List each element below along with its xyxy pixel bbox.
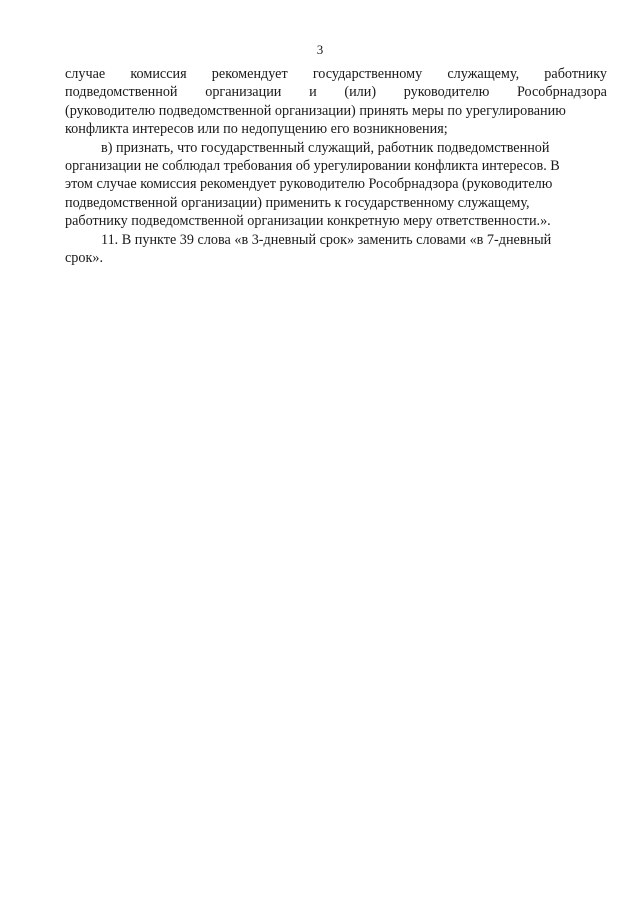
paragraph-item-11 xyxy=(65,231,607,268)
page-number: 3 xyxy=(316,42,324,57)
text-line: (руководителю подведомственной организации) принять меры по урегулированию xyxy=(65,102,566,119)
word: комиссия xyxy=(130,66,187,82)
text-line: организации не соблюдал требования об урегулировании конфликта интересов. В xyxy=(65,158,560,175)
word: и xyxy=(309,84,317,101)
word: служащему, xyxy=(447,66,520,82)
paragraph-item-v xyxy=(65,139,607,231)
word: организации xyxy=(205,84,282,101)
text-line xyxy=(65,83,607,101)
word: руководителю xyxy=(403,84,490,101)
word: Рособрнадзора xyxy=(517,84,607,101)
paragraph-recommendation xyxy=(65,65,607,139)
text-line: этом случае комиссия рекомендует руководителю Рособрнадзора (руководителю xyxy=(65,176,553,193)
text-line: работнику подведомственной организации конкретную меру ответственности.». xyxy=(65,213,551,230)
document-body xyxy=(65,65,607,267)
word: подведомственной xyxy=(65,84,178,101)
text-line: подведомственной организации) применить к государственному служащему, xyxy=(65,194,530,211)
text-line xyxy=(65,65,607,83)
word: государственному xyxy=(312,66,423,82)
word: работнику xyxy=(544,66,607,82)
text-line: срок». xyxy=(65,250,104,267)
word: случае xyxy=(65,66,106,82)
text-line: в) признать, что государственный служащий, работник подведомственной xyxy=(101,139,550,156)
text-line: конфликта интересов или по недопущению его возникновения; xyxy=(65,121,448,138)
word: (или) xyxy=(344,84,377,101)
word: рекомендует xyxy=(211,66,288,82)
text-line: 11. В пункте 39 слова «в 3-дневный срок» заменить словами «в 7-дневный xyxy=(101,231,552,248)
